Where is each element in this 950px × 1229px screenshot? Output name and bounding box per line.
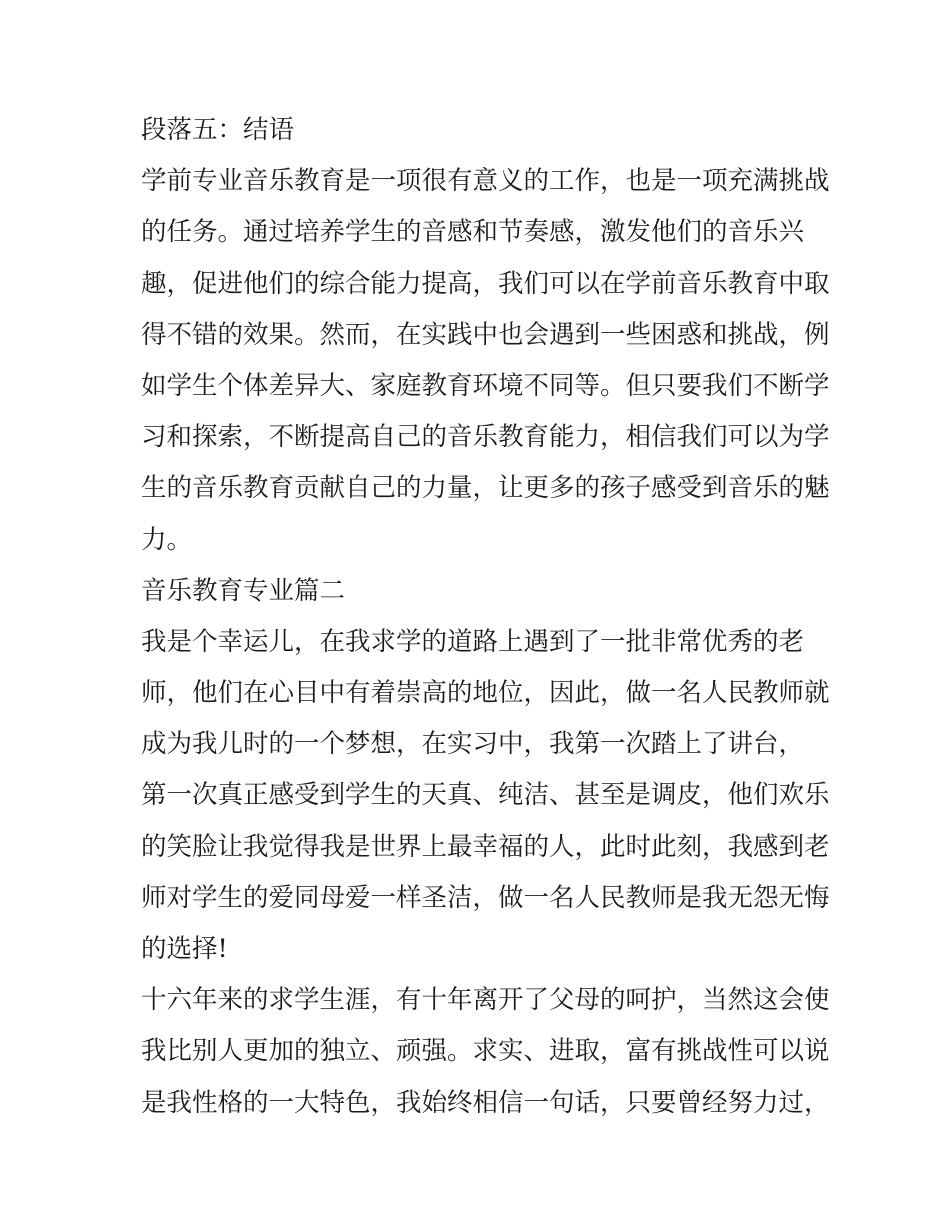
text-line: 生的音乐教育贡献自己的力量，让更多的孩子感受到音乐的魅 bbox=[141, 473, 830, 504]
paragraph-lucky bbox=[141, 617, 830, 975]
section-heading-part-two bbox=[141, 566, 813, 617]
text-line: 师，他们在心目中有着崇高的地位，因此，做一名人民教师就 bbox=[141, 678, 830, 709]
text-line: 得不错的效果。然而，在实践中也会遇到一些困惑和挑战，例 bbox=[141, 319, 830, 350]
text-line: 第一次真正感受到学生的天真、纯洁、甚至是调皮，他们欢乐 bbox=[141, 780, 830, 811]
text-line: 音乐教育专业篇二 bbox=[141, 575, 346, 606]
text-line: 我是个幸运儿，在我求学的道路上遇到了一批非常优秀的老 bbox=[141, 626, 805, 657]
text-line: 的笑脸让我觉得我是世界上最幸福的人，此时此刻，我感到老 bbox=[141, 831, 830, 862]
paragraph-sixteen-years bbox=[141, 975, 830, 1129]
section-heading-conclusion bbox=[141, 105, 813, 156]
text-line: 的任务。通过培养学生的音感和节奏感，激发他们的音乐兴 bbox=[141, 217, 805, 248]
text-line: 十六年来的求学生涯，有十年离开了父母的呵护，当然这会使 bbox=[141, 985, 830, 1016]
text-line: 学前专业音乐教育是一项很有意义的工作，也是一项充满挑战 bbox=[141, 166, 830, 197]
text-line: 成为我儿时的一个梦想，在实习中，我第一次踏上了讲台， bbox=[141, 729, 805, 760]
text-line: 是我性格的一大特色，我始终相信一句话，只要曾经努力过， bbox=[141, 1087, 830, 1118]
document-body bbox=[141, 105, 830, 1129]
paragraph-conclusion bbox=[141, 156, 830, 566]
text-line: 如学生个体差异大、家庭教育环境不同等。但只要我们不断学 bbox=[141, 370, 830, 401]
text-line: 段落五：结语 bbox=[141, 115, 295, 145]
text-line: 习和探索，不断提高自己的音乐教育能力，相信我们可以为学 bbox=[141, 422, 830, 453]
text-line: 趣，促进他们的综合能力提高，我们可以在学前音乐教育中取 bbox=[141, 268, 830, 299]
text-line: 力。 bbox=[141, 524, 193, 555]
text-line: 的选择! bbox=[141, 934, 228, 964]
text-line: 我比别人更加的独立、顽强。求实、进取，富有挑战性可以说 bbox=[141, 1036, 830, 1067]
text-line: 师对学生的爱同母爱一样圣洁，做一名人民教师是我无怨无悔 bbox=[141, 882, 830, 913]
